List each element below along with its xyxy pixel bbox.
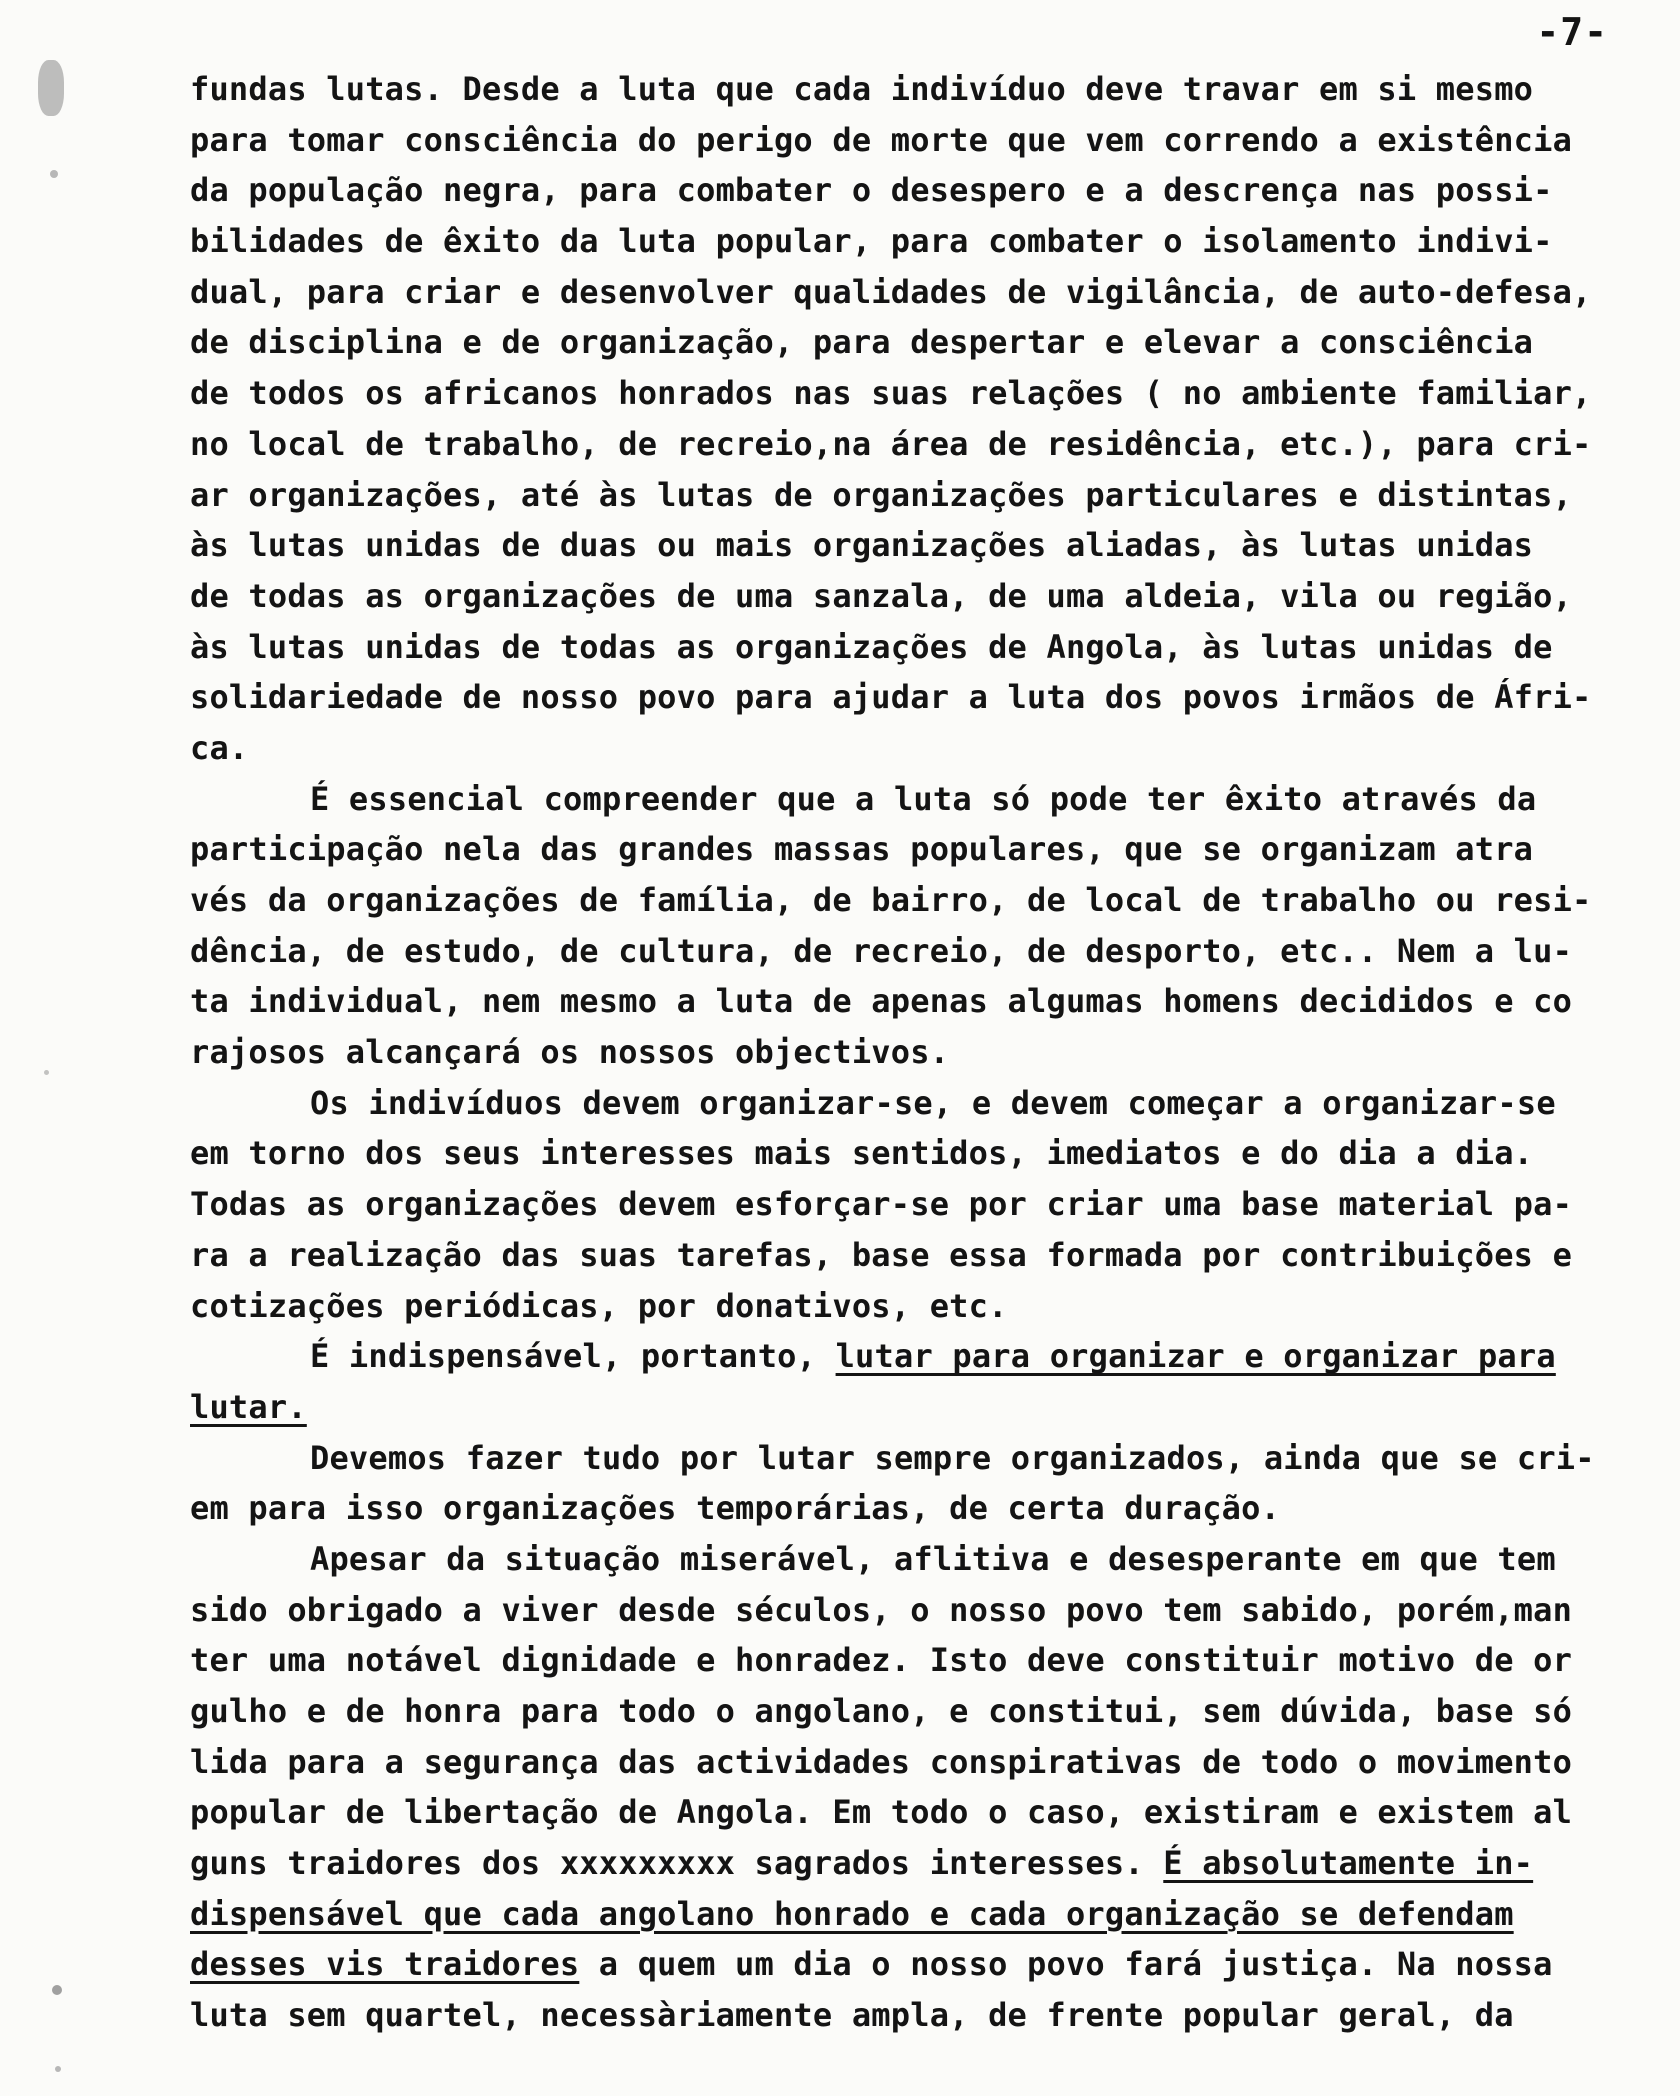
text-line: popular de libertação de Angola. Em todo o caso, existiram e existem al	[190, 1793, 1573, 1832]
text-line: bilidades de êxito da luta popular, para combater o isolamento indivi-	[190, 222, 1553, 261]
text-line: ar organizações, até às lutas de organizações particulares e distintas,	[190, 475, 1573, 514]
text-line: no local de trabalho, de recreio,na área de residência, etc.), para cri-	[190, 424, 1592, 463]
text-line	[190, 1889, 1650, 1940]
text-line: dual, para criar e desenvolver qualidades de vigilância, de auto-defesa,	[190, 272, 1592, 311]
text-line: luta sem quartel, necessàriamente ampla, de frente popular geral, da	[190, 1996, 1514, 2035]
text-line: de todas as organizações de uma sanzala, de uma aldeia, vila ou região,	[190, 576, 1573, 615]
text-line: de todos os africanos honrados nas suas relações ( no ambiente familiar,	[190, 374, 1592, 413]
text-line: gulho e de honra para todo o angolano, e constitui, sem dúvida, base só	[190, 1692, 1573, 1730]
text-segment: a quem um dia o nosso povo fará justiça. Na nossa	[579, 1945, 1553, 1984]
text-line	[190, 1331, 1650, 1382]
scan-speck	[38, 60, 64, 116]
text-line	[190, 1939, 1650, 1990]
text-line: sido obrigado a viver desde séculos, o nosso povo tem sabido, porém,man	[190, 1590, 1573, 1629]
text-line: às lutas unidas de todas as organizações de Angola, às lutas unidas de	[190, 627, 1553, 666]
text-segment: É indispensável, portanto,	[310, 1337, 836, 1376]
underlined-phrase: desses vis traidores	[190, 1945, 580, 1984]
text-line: ra a realização das suas tarefas, base essa formada por contribuições e	[190, 1235, 1573, 1274]
document-body	[190, 64, 1650, 2041]
text-line	[190, 1382, 1650, 1433]
text-line: para tomar consciência do perigo de morte que vem correndo a existência	[190, 120, 1573, 159]
text-line: participação nela das grandes massas populares, que se organizam atra	[190, 830, 1534, 869]
text-line: dência, de estudo, de cultura, de recreio, de desporto, etc.. Nem a lu-	[190, 931, 1573, 970]
text-line: em para isso organizações temporárias, de certa duração.	[190, 1489, 1281, 1528]
text-line: Apesar da situação miserável, aflitiva e desesperante em que tem	[310, 1539, 1556, 1578]
text-segment: guns traidores dos xxxxxxxxx sagrados interesses.	[190, 1844, 1164, 1883]
text-line: de disciplina e de organização, para despertar e elevar a consciência	[190, 323, 1534, 362]
text-line: ter uma notável dignidade e honradez. Isto deve constituir motivo de or	[190, 1641, 1573, 1680]
text-line: Os indivíduos devem organizar-se, e devem começar a organizar-se	[310, 1083, 1556, 1122]
text-line: Todas as organizações devem esforçar-se por criar uma base material pa-	[190, 1185, 1573, 1224]
scan-speck	[55, 2066, 61, 2072]
underlined-phrase: É absolutamente in-	[1163, 1844, 1534, 1883]
text-line: ca.	[190, 728, 249, 767]
text-line: solidariedade de nosso povo para ajudar a luta dos povos irmãos de Áfri-	[190, 678, 1592, 717]
underlined-phrase: dispensável que cada angolano honrado e cada organização se defendam	[190, 1894, 1514, 1933]
underlined-phrase: lutar.	[190, 1387, 307, 1426]
text-line: cotizações periódicas, por donativos, etc.	[190, 1286, 1008, 1325]
text-line: da população negra, para combater o desespero e a descrença nas possi-	[190, 171, 1553, 210]
text-line: É essencial compreender que a luta só pode ter êxito através da	[310, 779, 1537, 818]
text-line: lida para a segurança das actividades conspirativas de todo o movimento	[190, 1742, 1573, 1781]
scan-speck	[44, 1070, 49, 1075]
text-line: vés da organizações de família, de bairro, de local de trabalho ou resi-	[190, 881, 1592, 919]
underlined-phrase: lutar para organizar e organizar para	[835, 1337, 1556, 1376]
text-line: às lutas unidas de duas ou mais organizações aliadas, às lutas unidas	[190, 526, 1534, 565]
text-line: em torno dos seus interesses mais sentidos, imediatos e do dia a dia.	[190, 1134, 1534, 1173]
text-line	[190, 1838, 1650, 1889]
text-line: fundas lutas. Desde a luta que cada indivíduo deve travar em si mesmo	[190, 70, 1534, 108]
text-line: rajosos alcançará os nossos objectivos.	[190, 1033, 950, 1072]
page-number: -7-	[1536, 10, 1608, 54]
text-line: Devemos fazer tudo por lutar sempre organizados, ainda que se cri-	[310, 1438, 1595, 1477]
scan-speck	[50, 170, 58, 178]
text-line: ta individual, nem mesmo a luta de apenas algumas homens decididos e co	[190, 982, 1573, 1021]
scan-speck	[52, 1985, 62, 1995]
